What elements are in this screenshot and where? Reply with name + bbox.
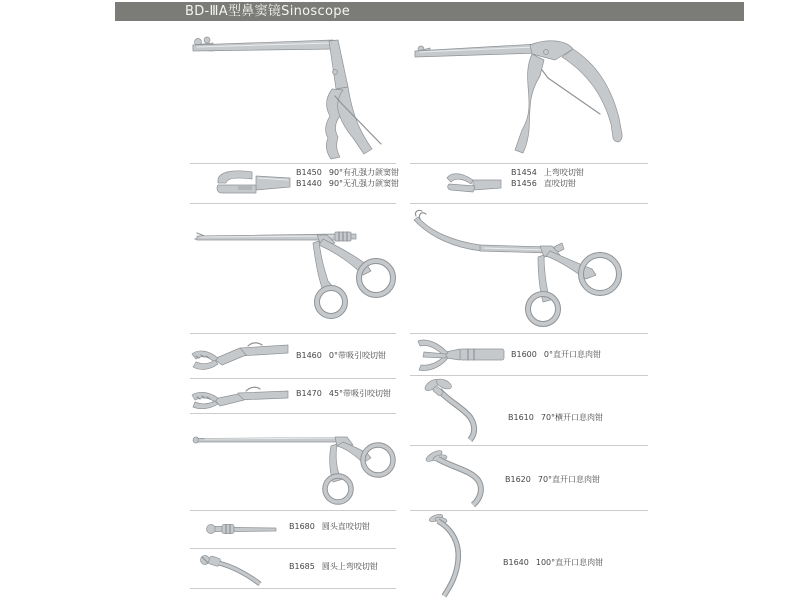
- product-desc: 45°带吸引咬切钳: [328, 389, 392, 398]
- product-code: B1685: [289, 562, 315, 571]
- divider: [410, 203, 648, 204]
- product-label-b1450: [296, 167, 399, 178]
- 0deg-suction-punch-tip-icon: [188, 338, 290, 374]
- divider: [190, 510, 396, 511]
- divider: [190, 333, 396, 334]
- product-desc: 上弯咬切钳: [543, 168, 584, 177]
- divider: [190, 588, 396, 589]
- pistol-grip-punch-forceps-photo: [185, 32, 395, 162]
- product-code: B1680: [289, 522, 315, 531]
- divider: [190, 413, 396, 414]
- divider: [190, 163, 396, 164]
- round-head-punch-forceps-photo: [185, 418, 400, 508]
- product-desc: 70°直开口息肉钳: [537, 475, 601, 484]
- product-code: B1454: [511, 168, 537, 177]
- product-code: B1610: [508, 413, 534, 422]
- product-desc: 100°直开口息肉钳: [535, 558, 604, 567]
- product-label-b1600: [511, 349, 601, 360]
- product-code: B1450: [296, 168, 322, 177]
- up-curved-jaw-closeup-icon: [443, 168, 503, 196]
- round-head-up-curved-shaft-tip-icon: [194, 551, 274, 589]
- product-code: B1456: [511, 179, 537, 188]
- product-desc: 0°带吸引咬切钳: [328, 351, 386, 360]
- product-desc: 圆头上弯咬切钳: [321, 562, 378, 571]
- product-label-b1456: [511, 178, 576, 189]
- divider: [410, 375, 648, 376]
- page-header-bar: [115, 2, 744, 21]
- 45deg-suction-punch-tip-icon: [188, 381, 290, 411]
- product-code: B1620: [505, 475, 531, 484]
- 70deg-transverse-opening-polyp-tip-icon: [418, 377, 503, 443]
- kerrison-punch-forceps-photo: [410, 32, 650, 162]
- product-label-b1454: [511, 167, 584, 178]
- divider: [190, 203, 396, 204]
- product-label-b1470: [296, 388, 391, 399]
- product-desc: 圆头直咬切钳: [321, 522, 370, 531]
- three-prong-polyp-grasper-tip-icon: [412, 336, 507, 374]
- product-code: B1640: [503, 558, 529, 567]
- product-label-b1440: [296, 178, 399, 189]
- product-desc: 0°直开口息肉钳: [543, 350, 601, 359]
- product-desc: 90°无孔强力颌窦钳: [328, 179, 400, 188]
- divider: [410, 163, 648, 164]
- product-label-b1680: [289, 521, 370, 532]
- product-label-b1610: [508, 412, 603, 423]
- product-code: B1440: [296, 179, 322, 188]
- page-title: BD-ⅢA型鼻窦镜Sinoscope: [185, 4, 351, 19]
- divider: [190, 378, 396, 379]
- product-label-b1460: [296, 350, 386, 361]
- product-desc: 70°横开口息肉钳: [540, 413, 604, 422]
- round-head-straight-shaft-tip-icon: [202, 516, 280, 542]
- product-desc: 90°有孔强力颌窦钳: [328, 168, 400, 177]
- product-code: B1600: [511, 350, 537, 359]
- product-desc: 直咬切钳: [543, 179, 576, 188]
- product-code: B1460: [296, 351, 322, 360]
- 100deg-straight-opening-polyp-tip-icon: [424, 511, 484, 599]
- divider: [410, 445, 648, 446]
- 70deg-straight-opening-polyp-tip-icon: [418, 448, 503, 508]
- curved-tip-polyp-forceps-photo: [410, 207, 650, 332]
- suction-punch-forceps-photo: [185, 207, 400, 332]
- product-label-b1685: [289, 561, 378, 572]
- 90deg-jaw-closeup-icon: [212, 166, 292, 198]
- product-code: B1470: [296, 389, 322, 398]
- product-label-b1620: [505, 474, 600, 485]
- divider: [410, 333, 648, 334]
- divider: [190, 548, 396, 549]
- product-label-b1640: [503, 557, 603, 568]
